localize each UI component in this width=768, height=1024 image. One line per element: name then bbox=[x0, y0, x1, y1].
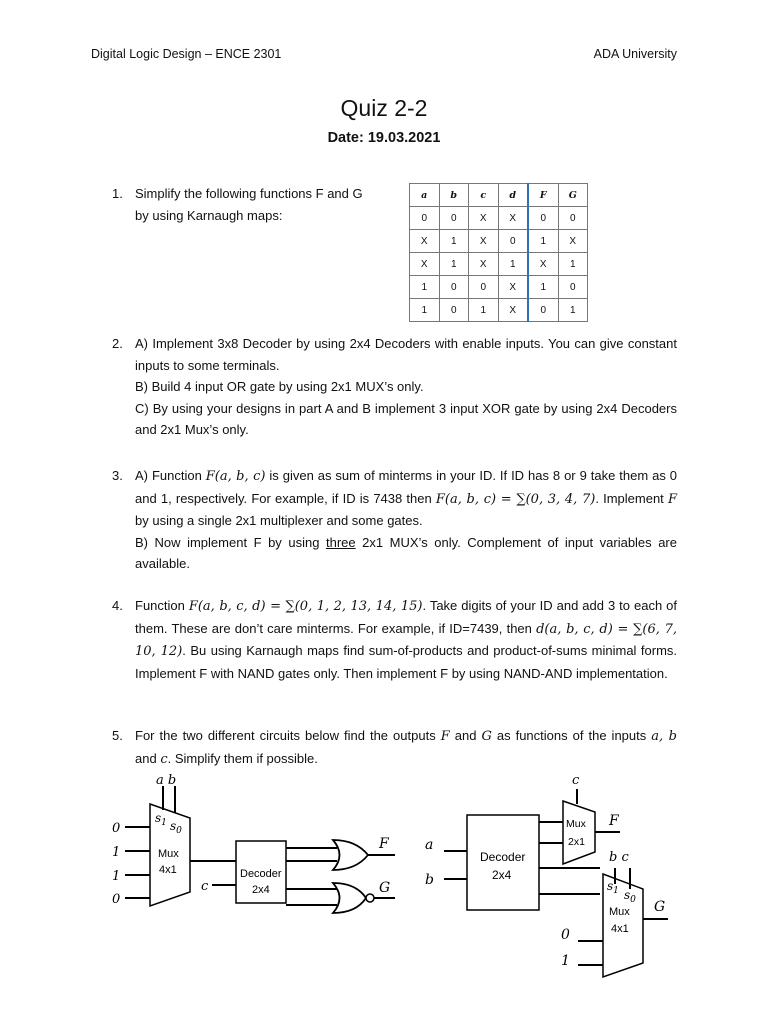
circuit-diagrams bbox=[0, 760, 768, 1024]
text: A) Function bbox=[135, 468, 206, 483]
mux-select-s0 bbox=[624, 888, 636, 905]
table-cell: X bbox=[469, 230, 499, 253]
table-cell: 1 bbox=[439, 253, 469, 276]
course-header: Digital Logic Design – ENCE 2301 bbox=[91, 47, 282, 61]
mux-2x1-body bbox=[563, 801, 595, 864]
mux-2x1-label-line-1: Mux bbox=[566, 818, 586, 830]
table-cell: 0 bbox=[439, 207, 469, 230]
header-d: d bbox=[498, 184, 528, 207]
table-row bbox=[410, 276, 588, 299]
mux-input-label: 0 bbox=[561, 927, 570, 943]
text: 1 bbox=[161, 818, 167, 828]
math-variable: a, b bbox=[651, 729, 677, 744]
question-number: 3. bbox=[112, 468, 123, 483]
text: 0 bbox=[176, 826, 182, 836]
nor-bubble bbox=[366, 894, 374, 902]
mux-label-line-1: Mux bbox=[158, 848, 179, 860]
math-variable: F bbox=[667, 491, 677, 507]
question-2 bbox=[112, 333, 677, 441]
mux-input-label: 1 bbox=[561, 953, 570, 969]
table-header-row bbox=[410, 184, 588, 207]
table-cell: X bbox=[410, 253, 440, 276]
table-cell: 0 bbox=[439, 276, 469, 299]
text: Function bbox=[135, 598, 189, 613]
question-3-part-a bbox=[135, 465, 677, 532]
table-cell: 0 bbox=[498, 230, 528, 253]
table-row bbox=[410, 253, 588, 276]
table-cell: 0 bbox=[528, 299, 558, 322]
table-cell: 0 bbox=[558, 207, 588, 230]
text: . Take digits of your ID and add 3 to each of them. These are don’t care minterms. For example, if ID=7439, then bbox=[135, 598, 677, 636]
mux-input-label: 0 bbox=[112, 821, 121, 836]
circuit-2 bbox=[444, 789, 668, 977]
mux-label-line-2: 4x1 bbox=[159, 864, 177, 876]
table-cell: X bbox=[528, 253, 558, 276]
table-cell: 1 bbox=[558, 253, 588, 276]
text: . Simplify them if possible. bbox=[167, 750, 318, 766]
math-function: F(a, b, c) bbox=[205, 469, 266, 484]
truth-table bbox=[409, 183, 588, 322]
question-1-line-2: by using Karnaugh maps: bbox=[135, 207, 283, 223]
decoder-label-line-2: 2x4 bbox=[492, 868, 512, 882]
mux-2x1-label-line-2: 2x1 bbox=[568, 836, 585, 848]
select-labels: b c bbox=[609, 850, 629, 865]
text: and bbox=[449, 728, 482, 743]
nor-gate bbox=[333, 883, 366, 913]
table-cell: 0 bbox=[410, 207, 440, 230]
table-cell: 0 bbox=[469, 276, 499, 299]
table-cell: 1 bbox=[498, 253, 528, 276]
table-cell: 1 bbox=[558, 299, 588, 322]
text: B) Now implement F by using bbox=[135, 534, 326, 550]
header-c: c bbox=[469, 184, 499, 207]
underlined-word: three bbox=[325, 534, 356, 550]
table-cell: 0 bbox=[558, 276, 588, 299]
decoder-label-line-2: 2x4 bbox=[252, 884, 270, 896]
text: 0 bbox=[630, 895, 636, 905]
decoder-label-line-1: Decoder bbox=[240, 868, 282, 880]
input-a-label: a bbox=[425, 837, 434, 853]
table-cell: X bbox=[558, 230, 588, 253]
text: s bbox=[155, 811, 162, 825]
table-cell: 1 bbox=[528, 276, 558, 299]
text: s bbox=[607, 879, 614, 893]
table-cell: X bbox=[498, 207, 528, 230]
question-3-part-b bbox=[135, 532, 677, 575]
text: and bbox=[135, 750, 161, 766]
text: s bbox=[624, 888, 631, 902]
header-G: G bbox=[558, 184, 588, 207]
circuit-1-labels bbox=[112, 773, 390, 907]
text: as functions of the inputs bbox=[491, 728, 652, 743]
question-number: 4. bbox=[112, 598, 123, 613]
question-2-part-a: A) Implement 3x8 Decoder by using 2x4 Decoders with enable inputs. You can give constant inputs to some terminals. bbox=[135, 336, 677, 373]
table-row bbox=[410, 299, 588, 322]
question-4 bbox=[112, 595, 677, 684]
text: 2x1 MUX’s only. Complement of input variables are available. bbox=[135, 534, 677, 572]
mux-input-label: 1 bbox=[112, 845, 121, 860]
text: . Bu using Karnaugh maps find sum-of-products and product-of-sums minimal forms. Implement F with NAND gates only. Then implement F by using NAND-AND implementation. bbox=[135, 643, 678, 681]
question-3 bbox=[112, 465, 677, 575]
table-cell: X bbox=[498, 276, 528, 299]
output-F-label: F bbox=[379, 836, 389, 852]
input-b-label: b bbox=[425, 872, 434, 888]
table-cell: 0 bbox=[439, 299, 469, 322]
question-4-text bbox=[135, 595, 677, 684]
mux-input-label: 0 bbox=[112, 892, 121, 907]
mux-4x1-label-line-1: Mux bbox=[609, 906, 630, 918]
question-number: 2. bbox=[112, 336, 123, 351]
math-variable: c bbox=[160, 751, 168, 767]
university-header: ADA University bbox=[593, 47, 677, 61]
mux-4x1-label-line-2: 4x1 bbox=[611, 923, 629, 935]
header-b: b bbox=[439, 184, 469, 207]
text: For the two different circuits below find the outputs bbox=[135, 728, 441, 743]
output-G-label: G bbox=[654, 899, 666, 915]
question-1 bbox=[112, 183, 677, 226]
header-a: a bbox=[410, 184, 440, 207]
mux-select-s1 bbox=[155, 811, 167, 828]
table-cell: 1 bbox=[439, 230, 469, 253]
text: by using a single 2x1 multiplexer and some gates. bbox=[135, 513, 423, 529]
math-expression: d(a, b, c, d) = ∑(6, 7, 10, 12) bbox=[135, 621, 677, 660]
table-cell: 1 bbox=[410, 276, 440, 299]
table-cell: 0 bbox=[528, 207, 558, 230]
text: s bbox=[170, 819, 177, 833]
table-cell: X bbox=[410, 230, 440, 253]
page-title: Quiz 2-2 bbox=[340, 95, 428, 121]
mux-select-s1 bbox=[607, 879, 619, 896]
table-row bbox=[410, 230, 588, 253]
math-function: F(a, b, c, d) = ∑(0, 1, 2, 13, 14, 15) bbox=[188, 599, 423, 614]
table-row bbox=[410, 207, 588, 230]
mux-select-s0 bbox=[170, 819, 182, 836]
math-variable: G bbox=[481, 729, 492, 744]
question-2-part-b: B) Build 4 input OR gate by using 2x1 MUX’s only. bbox=[135, 379, 424, 395]
table-cell: X bbox=[469, 207, 499, 230]
math-expression: F(a, b, c) = ∑(0, 3, 4, 7) bbox=[435, 491, 596, 507]
output-F-label: F bbox=[609, 813, 619, 829]
table-cell: 1 bbox=[528, 230, 558, 253]
text: . Implement bbox=[595, 490, 668, 506]
question-2-part-c: C) By using your designs in part A and B implement 3 input XOR gate by using 2x4 Decoders and 2x1 Mux’s only. bbox=[135, 400, 677, 438]
c-input-label: c bbox=[201, 879, 209, 894]
question-number: 5. bbox=[112, 728, 123, 743]
table-cell: 1 bbox=[469, 299, 499, 322]
table-cell: 1 bbox=[410, 299, 440, 322]
text: 1 bbox=[613, 886, 619, 896]
mux-input-label: 1 bbox=[112, 869, 121, 884]
c-select-label: c bbox=[572, 773, 580, 788]
table-cell: X bbox=[498, 299, 528, 322]
decoder-label-line-1: Decoder bbox=[480, 850, 526, 864]
output-G-label: G bbox=[379, 880, 391, 896]
quiz-date: Date: 19.03.2021 bbox=[327, 130, 441, 146]
header-F: F bbox=[528, 184, 558, 207]
table-cell: X bbox=[469, 253, 499, 276]
question-number: 1. bbox=[112, 186, 123, 201]
or-gate bbox=[333, 840, 368, 870]
select-labels: a b bbox=[156, 773, 177, 788]
text: is given as sum of minterms in your ID. If ID has 8 or 9 take them as 0 and 1, respectively. For example, if ID is 7438 then bbox=[135, 468, 677, 506]
question-1-line-1: Simplify the following functions F and G bbox=[135, 186, 363, 201]
math-variable: F bbox=[440, 729, 450, 744]
